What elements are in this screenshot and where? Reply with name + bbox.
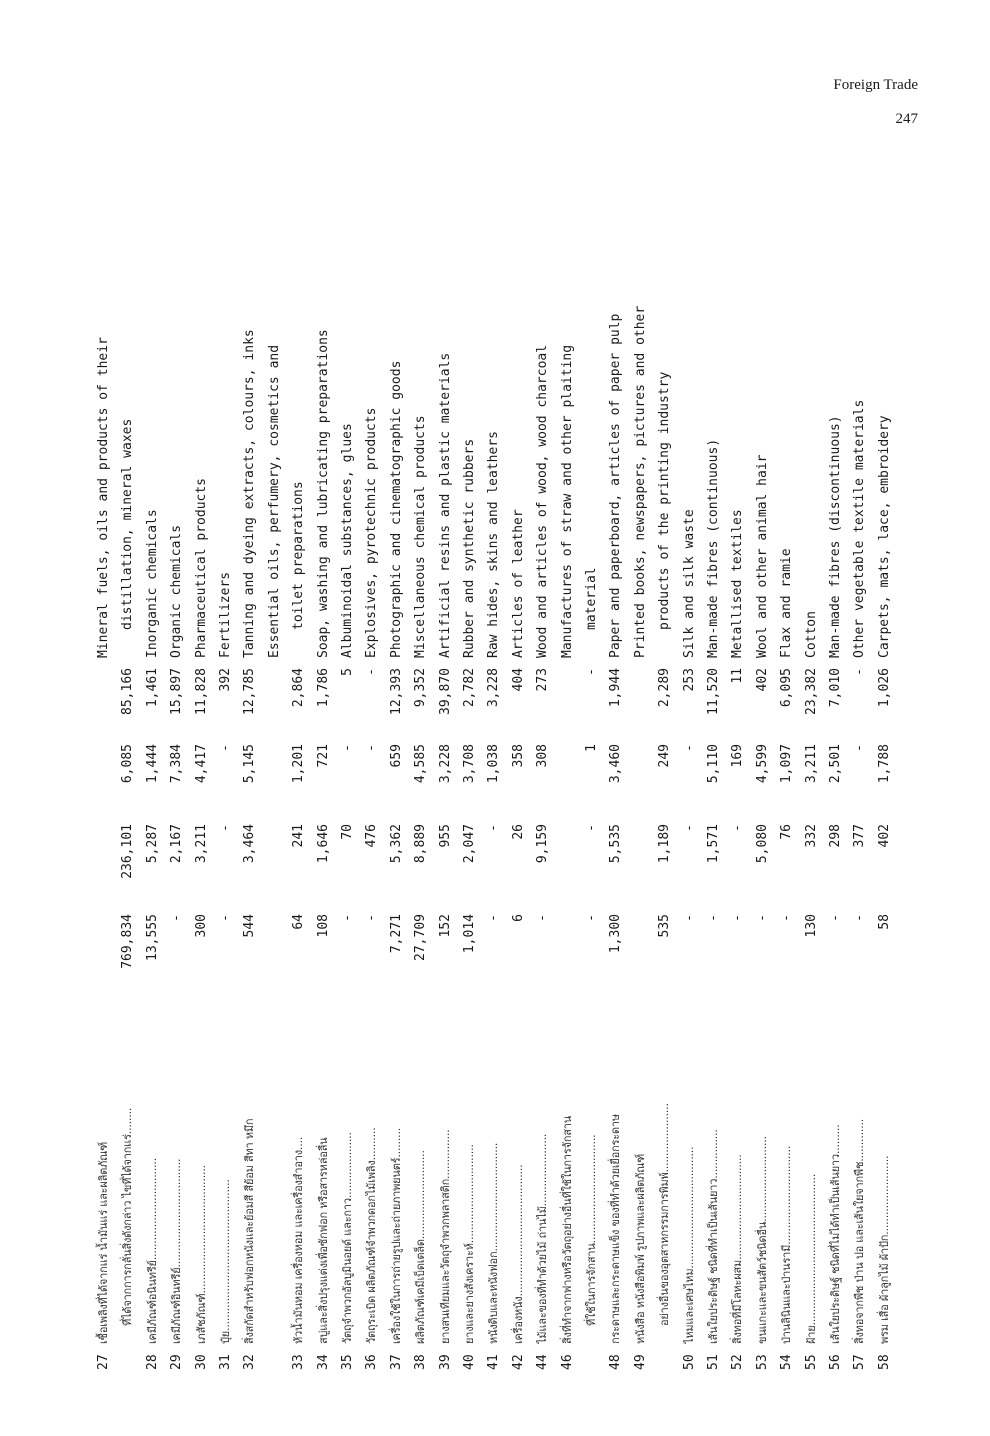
row-thai-label: อย่างอื่นของอุตสาหกรรมการพิมพ์..................... <box>658 1103 672 1326</box>
row-value-1: 13,555 <box>144 914 160 961</box>
row-value-3: 4,417 <box>193 744 209 784</box>
row-value-3: - <box>364 744 380 752</box>
row-thai-label: ขนแกะและขนสัตว์ชนิดอื่น.......................... <box>755 1136 769 1344</box>
row-thai-label: วัตถุจำพวกอัลบูมินอยด์ และกาว.................... <box>341 1132 354 1344</box>
row-value-1 <box>263 914 287 980</box>
row-code: 40 <box>462 1354 477 1370</box>
row-value-3: 721 <box>315 744 331 768</box>
row-value-1: - <box>486 914 502 922</box>
table-row <box>409 210 433 1370</box>
row-value-4: - <box>584 668 599 676</box>
row-code: 30 <box>193 1354 209 1370</box>
row-value-3: 659 <box>388 744 404 768</box>
row-thai-label: ผลิตภัณฑ์เคมีเบ็ดเตล็ด........................... <box>414 1150 428 1344</box>
row-value-3: 4,599 <box>754 744 770 784</box>
table-row <box>800 210 824 1370</box>
row-code: 32 <box>242 1354 258 1370</box>
row-value-4: 1,786 <box>315 668 331 708</box>
row-thai-label: เภสัชภัณฑ์....................................... <box>194 1165 208 1344</box>
row-value-2: 955 <box>437 824 453 848</box>
row-code <box>653 1348 677 1370</box>
row-value-4: 12,785 <box>242 668 258 715</box>
row-english-label: Tanning and dyeing extracts, colours, inks <box>242 329 258 658</box>
row-value-3: 308 <box>535 744 551 768</box>
row-english-label: Mineral fuels, oils and products of their <box>96 337 111 658</box>
row-value-2: 298 <box>828 824 843 848</box>
row-value-4: 7,010 <box>828 668 843 708</box>
row-value-2: 26 <box>510 824 526 840</box>
row-code <box>263 1348 287 1370</box>
row-english-label: Metallised textiles <box>730 509 746 658</box>
row-value-3: 3,708 <box>462 744 477 784</box>
row-thai-label: เคมีภัณฑ์อินทรีย์................................. <box>170 1158 184 1344</box>
row-code: 27 <box>96 1354 111 1370</box>
table-row <box>556 210 580 1370</box>
row-value-4: 392 <box>218 668 233 692</box>
row-value-3 <box>629 744 653 804</box>
row-code <box>116 1348 140 1370</box>
table-row <box>678 210 702 1370</box>
row-thai-label: สบู่และสิ่งปรุงแต่งเพื่อซักฟอก หรือสารหล่อลื่น <box>316 1137 330 1344</box>
row-value-2: 332 <box>803 824 819 848</box>
table-row <box>824 210 848 1370</box>
page-header <box>833 76 918 128</box>
running-title: Foreign Trade <box>833 77 918 93</box>
row-value-4: 12,393 <box>388 668 404 715</box>
row-value-1: 300 <box>193 914 209 938</box>
row-code: 42 <box>510 1354 526 1370</box>
row-value-4: 15,897 <box>169 668 185 715</box>
table-row <box>92 210 116 1370</box>
row-value-4: 273 <box>535 668 551 692</box>
row-thai-label: กระดาษและกระดาษแข็ง ของที่ทำด้วยเยื่อกระดาษ <box>609 1114 623 1344</box>
row-thai-label: ที่ได้จากการกลั่นสิ่งดังกล่าว ไขที่ได้จากแร่........ <box>121 1107 135 1326</box>
row-value-2: 5,080 <box>754 824 770 864</box>
row-code: 33 <box>291 1354 307 1370</box>
table-row <box>604 210 628 1370</box>
row-english-label: products of the printing industry <box>657 371 673 630</box>
row-value-1: 7,271 <box>388 914 404 954</box>
row-thai-label: ปุ๋ย.............................................. <box>219 1179 232 1344</box>
row-value-3: 3,211 <box>803 744 819 784</box>
row-value-4 <box>92 668 116 734</box>
row-thai-label: ยางสนเทียมและวัตถุจำพวกพลาสติก............... <box>438 1129 452 1344</box>
row-code: 54 <box>779 1354 795 1370</box>
row-english-label: Explosives, pyrotechnic products <box>364 407 380 658</box>
row-value-2: 5,535 <box>608 824 624 864</box>
table-row <box>775 210 799 1370</box>
row-code: 49 <box>632 1354 648 1370</box>
row-value-1: - <box>169 914 185 922</box>
row-value-4: 6,095 <box>779 668 795 708</box>
table-row <box>165 210 189 1370</box>
row-value-4: 1,944 <box>608 668 624 708</box>
row-value-3: 6,085 <box>120 744 136 784</box>
row-thai-label: เชื้อเพลิงที่ได้จากแร่ น้ำมันแร่ และผลิตภัณฑ์ <box>97 1141 110 1344</box>
row-value-1: 769,834 <box>120 914 136 969</box>
row-value-4 <box>556 668 580 734</box>
table-row <box>434 210 458 1370</box>
row-value-3 <box>263 744 287 804</box>
row-thai-label <box>263 1014 287 1344</box>
row-thai-label: ยางและยางสังเคราะห์.............................. <box>463 1144 476 1344</box>
row-english-label: Manufactures of straw and other plaiting <box>559 344 575 658</box>
row-code: 44 <box>535 1354 551 1370</box>
row-code: 34 <box>315 1354 331 1370</box>
row-thai-label: วัตถุระเบิด ผลิตภัณฑ์จำพวกดอกไม้เพลิง.......... <box>365 1127 379 1344</box>
row-value-4: 404 <box>510 668 526 692</box>
row-value-3: 5,110 <box>706 744 721 784</box>
row-value-3: 169 <box>730 744 746 768</box>
row-value-4: 2,782 <box>462 668 477 708</box>
row-value-1: 6 <box>510 914 526 922</box>
row-code: 53 <box>754 1354 770 1370</box>
row-value-1: - <box>779 914 795 922</box>
row-value-4 <box>263 668 287 734</box>
row-english-label: Silk and silk waste <box>681 509 697 658</box>
table-row <box>653 210 677 1370</box>
row-english-label: Carpets, mats, lace, embroidery <box>876 415 892 658</box>
row-code: 51 <box>706 1354 721 1370</box>
table-row <box>287 210 311 1370</box>
row-value-2: 377 <box>852 824 868 848</box>
row-value-4 <box>629 668 653 734</box>
row-value-4: 402 <box>754 668 770 692</box>
row-value-2: - <box>584 824 599 832</box>
row-english-label: Miscellaneous chemical products <box>413 415 429 658</box>
row-value-2 <box>92 824 116 900</box>
row-value-4: 2,289 <box>657 668 673 708</box>
row-value-2 <box>263 824 287 900</box>
row-value-3: 1 <box>584 744 599 752</box>
table-row <box>848 210 872 1370</box>
table-row <box>629 210 653 1370</box>
row-english-label: Inorganic chemicals <box>144 509 160 658</box>
row-code: 56 <box>828 1354 843 1370</box>
row-english-label: Organic chemicals <box>169 524 185 658</box>
row-value-3: 358 <box>510 744 526 768</box>
row-thai-label: เส้นใยประดิษฐ์ ชนิดที่ทำเป็นเส้นยาว............... <box>707 1129 720 1344</box>
row-value-1: 64 <box>291 914 307 930</box>
table-row <box>190 210 214 1370</box>
row-value-3: 3,460 <box>608 744 624 784</box>
row-value-2: 1,571 <box>706 824 721 864</box>
row-thai-label: ป่านลินินและป่านรามี.............................. <box>780 1145 794 1344</box>
row-value-3: 7,384 <box>169 744 185 784</box>
table-row <box>458 210 482 1370</box>
row-value-2: 3,211 <box>193 824 209 864</box>
table-row <box>336 210 360 1370</box>
row-code: 50 <box>681 1354 697 1370</box>
rotated-trade-table <box>84 210 944 1370</box>
row-value-1: 1,014 <box>462 914 477 954</box>
row-english-label: Man-made fibres (continuous) <box>706 438 721 658</box>
row-value-2: - <box>486 824 502 832</box>
row-value-1: 1,300 <box>608 914 624 954</box>
row-value-2: 1,646 <box>315 824 331 864</box>
row-value-4: 1,026 <box>876 668 892 708</box>
row-english-label: Articles of leather <box>510 509 526 658</box>
row-value-4: 23,382 <box>803 668 819 715</box>
row-value-2 <box>556 824 580 900</box>
row-english-label: Wool and other animal hair <box>754 454 770 658</box>
row-thai-label: ไม้และของที่ทำด้วยไม้ ถ่านไม้...................... <box>536 1133 550 1344</box>
table-row <box>531 210 555 1370</box>
row-value-1: - <box>584 914 599 922</box>
row-value-4: 2,864 <box>291 668 307 708</box>
row-value-3: - <box>852 744 868 752</box>
row-english-label: Soap, washing and lubricating preparations <box>315 329 331 658</box>
row-english-label: Wood and articles of wood, wood charcoal <box>535 344 551 658</box>
row-code: 39 <box>437 1354 453 1370</box>
row-value-3: 5,145 <box>242 744 258 784</box>
table-row <box>702 210 726 1370</box>
table-row <box>385 210 409 1370</box>
row-value-2: 76 <box>779 824 795 840</box>
row-value-3: 1,201 <box>291 744 307 784</box>
row-value-1: - <box>706 914 721 922</box>
row-code: 37 <box>388 1354 404 1370</box>
row-value-2: 241 <box>291 824 307 848</box>
table-row <box>263 210 287 1370</box>
row-value-3: 1,444 <box>144 744 160 784</box>
row-thai-label: พรม เสื่อ ผ้าลูกไม้ ผ้าปัก........................ <box>877 1155 891 1344</box>
row-value-4: - <box>364 668 380 676</box>
row-value-3: 249 <box>657 744 673 768</box>
row-value-1 <box>629 914 653 980</box>
row-english-label: Rubber and synthetic rubbers <box>462 438 477 658</box>
row-thai-label: ไหมและเศษไหม..................................... <box>682 1146 696 1344</box>
row-code: 58 <box>876 1354 892 1370</box>
row-english-label: Artificial resins and plastic materials <box>437 352 453 658</box>
row-code: 28 <box>144 1354 160 1370</box>
row-thai-label: หนังดิบและหนังฟอก................................. <box>487 1142 501 1344</box>
row-value-1: 544 <box>242 914 258 938</box>
row-thai-label: สิ่งทอที่มีโลหะผสม................................ <box>731 1154 745 1344</box>
row-code: 31 <box>218 1354 233 1370</box>
row-value-4: 11,520 <box>706 668 721 715</box>
table-row <box>360 210 384 1370</box>
row-thai-label: เคมีภัณฑ์อนินทรีย์............................... <box>145 1157 159 1344</box>
row-value-2: 8,889 <box>413 824 429 864</box>
table-row <box>726 210 750 1370</box>
row-thai-label: สิ่งทอจากพืช ป่าน ปอ และเส้นใยจากพืช............. <box>853 1118 867 1344</box>
row-value-1: - <box>364 914 380 922</box>
row-english-label: distillation, mineral waxes <box>120 418 136 630</box>
row-english-label: Albuminoidal substances, glues <box>340 423 355 658</box>
row-value-2: 5,362 <box>388 824 404 864</box>
row-value-3: 1,038 <box>486 744 502 784</box>
row-thai-label: เครื่องใช้ในการถ่ายรูปและถ่ายภาพยนตร์......... <box>389 1127 403 1344</box>
row-value-1: - <box>730 914 746 922</box>
table-row <box>141 210 165 1370</box>
row-english-label: Man-made fibres (discontinuous) <box>828 415 843 658</box>
row-value-2: 5,287 <box>144 824 160 864</box>
row-value-1: 130 <box>803 914 819 938</box>
row-code: 52 <box>730 1354 746 1370</box>
row-value-3: - <box>681 744 697 752</box>
table-row <box>507 210 531 1370</box>
row-value-3 <box>92 744 116 804</box>
row-value-2 <box>629 824 653 900</box>
row-value-3 <box>556 744 580 804</box>
row-value-3: 1,097 <box>779 744 795 784</box>
row-english-label: Essential oils, perfumery, cosmetics and <box>266 344 282 658</box>
row-value-1: - <box>218 914 233 922</box>
row-code: 41 <box>486 1354 502 1370</box>
row-thai-label: ฝ้าย.............................................. <box>804 1173 818 1344</box>
row-value-2: 2,047 <box>462 824 477 864</box>
row-value-3: 1,788 <box>876 744 892 784</box>
table-row <box>238 210 262 1370</box>
row-value-1: 535 <box>657 914 673 938</box>
row-value-2: - <box>730 824 746 832</box>
page-number: 247 <box>895 111 918 127</box>
row-value-1 <box>556 914 580 980</box>
table-row <box>116 210 140 1370</box>
row-code: 35 <box>340 1354 355 1370</box>
row-code: 38 <box>413 1354 429 1370</box>
row-english-label: Other vegetable textile materials <box>852 399 868 658</box>
row-value-2: 9,159 <box>535 824 551 864</box>
row-value-1: - <box>535 914 551 922</box>
row-thai-label: สิ่งที่ทำจากฟางหรือวัตถุอย่างอื่นที่ใช้ในการจักสาน <box>560 1115 574 1344</box>
row-value-4: 9,352 <box>413 668 429 708</box>
table-row <box>482 210 506 1370</box>
row-value-2: 236,101 <box>120 824 136 879</box>
row-value-1 <box>92 914 116 980</box>
row-english-label: toilet preparations <box>291 481 307 630</box>
row-code: 46 <box>559 1354 575 1370</box>
row-thai-label: ที่ใช้ในการจักสาน................................. <box>585 1134 598 1326</box>
row-thai-label: เครื่องหนัง........................................ <box>511 1164 525 1344</box>
row-english-label: Paper and paperboard, articles of paper pulp <box>608 313 624 658</box>
row-value-1: 152 <box>437 914 453 938</box>
row-value-4: 11 <box>730 668 746 684</box>
row-value-3: - <box>340 744 355 752</box>
row-value-2: 402 <box>876 824 892 848</box>
row-value-2: 476 <box>364 824 380 848</box>
row-english-label: Printed books, newspapers, pictures and other <box>632 305 648 658</box>
row-value-1: 27,709 <box>413 914 429 961</box>
row-value-3: 3,228 <box>437 744 453 784</box>
row-english-label: material <box>584 567 599 630</box>
row-value-1: - <box>681 914 697 922</box>
row-english-label: Raw hides, skins and leathers <box>486 431 502 658</box>
row-value-4: 39,870 <box>437 668 453 715</box>
row-value-1: - <box>828 914 843 922</box>
row-code: 36 <box>364 1354 380 1370</box>
table-row <box>214 210 238 1370</box>
row-value-1: - <box>852 914 868 922</box>
row-value-4: 3,228 <box>486 668 502 708</box>
row-value-2: 1,189 <box>657 824 673 864</box>
row-value-2: 2,167 <box>169 824 185 864</box>
row-value-4: 1,461 <box>144 668 160 708</box>
row-code: 29 <box>169 1354 185 1370</box>
row-value-1: 58 <box>876 914 892 930</box>
row-english-label: Cotton <box>803 611 819 658</box>
row-english-label: Photographic and cinematographic goods <box>388 360 404 658</box>
row-thai-label: เส้นใยประดิษฐ์ ชนิดที่ไม่ได้ทำเป็นเส้นยาว......... <box>829 1124 842 1344</box>
row-value-2: - <box>681 824 697 832</box>
row-thai-label: หัวน้ำมันหอม เครื่องหอม และเครื่องสำอาง.... <box>292 1136 306 1344</box>
row-value-1: - <box>754 914 770 922</box>
row-value-1: - <box>340 914 355 922</box>
row-english-label: Pharmaceutical products <box>193 477 209 658</box>
row-english-label: Flax and ramie <box>779 548 795 658</box>
table-row <box>580 210 604 1370</box>
row-value-3: 2,501 <box>828 744 843 784</box>
row-value-4: 253 <box>681 668 697 692</box>
row-value-4: 5 <box>340 668 355 676</box>
row-value-2: - <box>218 824 233 832</box>
row-code: 48 <box>608 1354 624 1370</box>
row-thai-label: หนังสือ หนังสือพิมพ์ รูปภาพและผลิตภัณฑ์ <box>633 1153 647 1344</box>
row-value-2: 3,464 <box>242 824 258 864</box>
table-row <box>751 210 775 1370</box>
row-thai-label: สิ่งสกัดสำหรับฟอกหนังและย้อมสี สีย้อม สีทา หมึก <box>243 1118 257 1344</box>
row-value-4: 85,166 <box>120 668 136 715</box>
table-row <box>873 210 897 1370</box>
row-english-label: Fertilizers <box>218 571 233 658</box>
row-value-3: 4,585 <box>413 744 429 784</box>
row-value-4: 11,828 <box>193 668 209 715</box>
table-row <box>312 210 336 1370</box>
row-value-4: - <box>852 668 868 676</box>
row-value-3: - <box>218 744 233 752</box>
row-code: 55 <box>803 1354 819 1370</box>
row-value-2: 70 <box>340 824 355 840</box>
row-value-1: 108 <box>315 914 331 938</box>
row-code: 57 <box>852 1354 868 1370</box>
row-code <box>580 1348 604 1370</box>
